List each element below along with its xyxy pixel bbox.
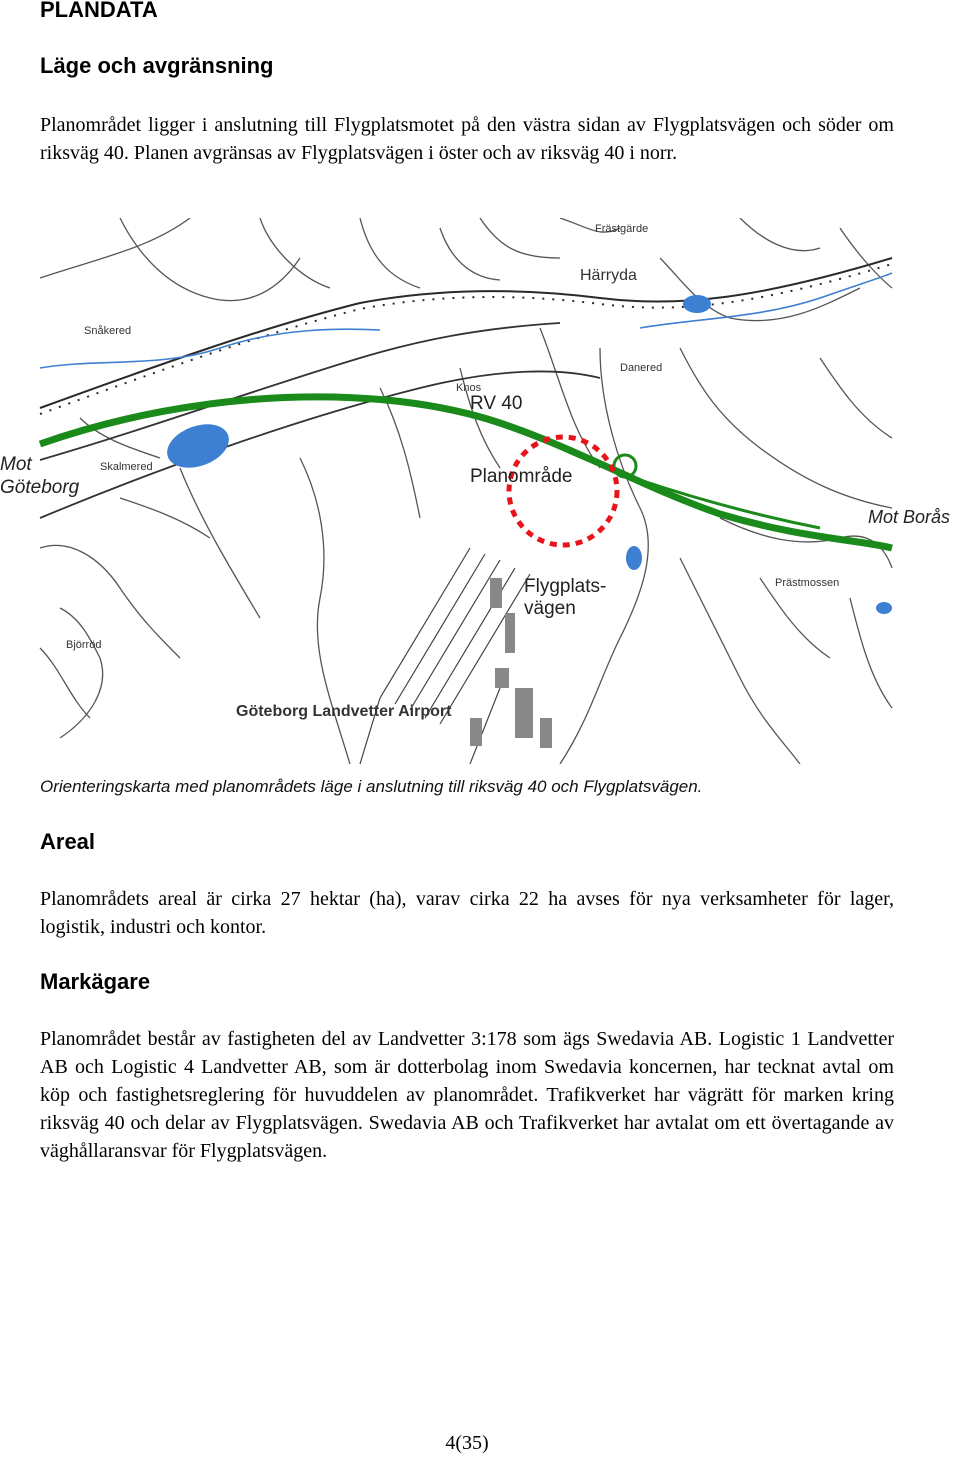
label-planomrade: Planområde [470, 466, 573, 487]
label-harryda: Härryda [580, 267, 637, 284]
label-flygplats-2: vägen [524, 598, 576, 619]
map-caption: Orienteringskarta med planområdets läge i anslutning till riksväg 40 och Flygplatsvägen. [40, 777, 703, 796]
label-snakered: Snåkered [84, 325, 132, 337]
label-flygplats-1: Flygplats- [524, 576, 607, 597]
label-rv40: RV 40 [470, 393, 523, 414]
document-title: PLANDATA [40, 0, 158, 22]
paragraph-lage: Planområdet ligger i anslutning till Flygplatsmotet på den västra sidan av Flygplatsvägen och söder om riksväg 40. Planen avgränsas av Flygplatsvägen i öster och av riksväg 40 i norr. [40, 114, 894, 164]
paragraph-markagare: Planområdet består av fastigheten del av Landvetter 3:178 som ägs Swedavia AB. Logistic 1 Landvetter AB och Logistic 4 Landvetter AB, som är dotterbolag inom Swedavia koncernen, har tecknat avtal om köp och fastighetsreglering för huvuddelen av planområdet. Trafikverket har vägrätt för marken kring riksväg 40 och delar av Flygplatsvägen. Swedavia AB och Trafikverket har avtalat om ett övertagande av väghållaransvar för Flygplatsvägen. [40, 1028, 894, 1162]
section-heading-markagare: Markägare [40, 969, 151, 994]
section-heading-areal: Areal [40, 829, 96, 854]
label-mot-goteborg-1: Mot [0, 454, 32, 475]
section-heading-lage: Läge och avgränsning [40, 53, 274, 78]
page-number: 4(35) [445, 1432, 489, 1454]
paragraph-areal: Planområdets areal är cirka 27 hektar (ha), varav cirka 22 ha avses för nya verksamheter för lager, logistik, industri och kontor. [40, 888, 894, 938]
label-danered: Danered [620, 362, 663, 374]
label-prastmossen: Prästmossen [775, 577, 840, 589]
label-airport: Göteborg Landvetter Airport [236, 703, 452, 720]
orientation-map [0, 218, 960, 764]
label-skalmered: Skalmered [100, 461, 153, 473]
label-knos: Knos [456, 382, 482, 394]
label-frastgarde: Frästgärde [595, 223, 649, 235]
label-mot-boras: Mot Borås [868, 507, 951, 527]
label-mot-goteborg-2: Göteborg [0, 477, 80, 498]
label-bjorrod: Björröd [66, 639, 102, 651]
